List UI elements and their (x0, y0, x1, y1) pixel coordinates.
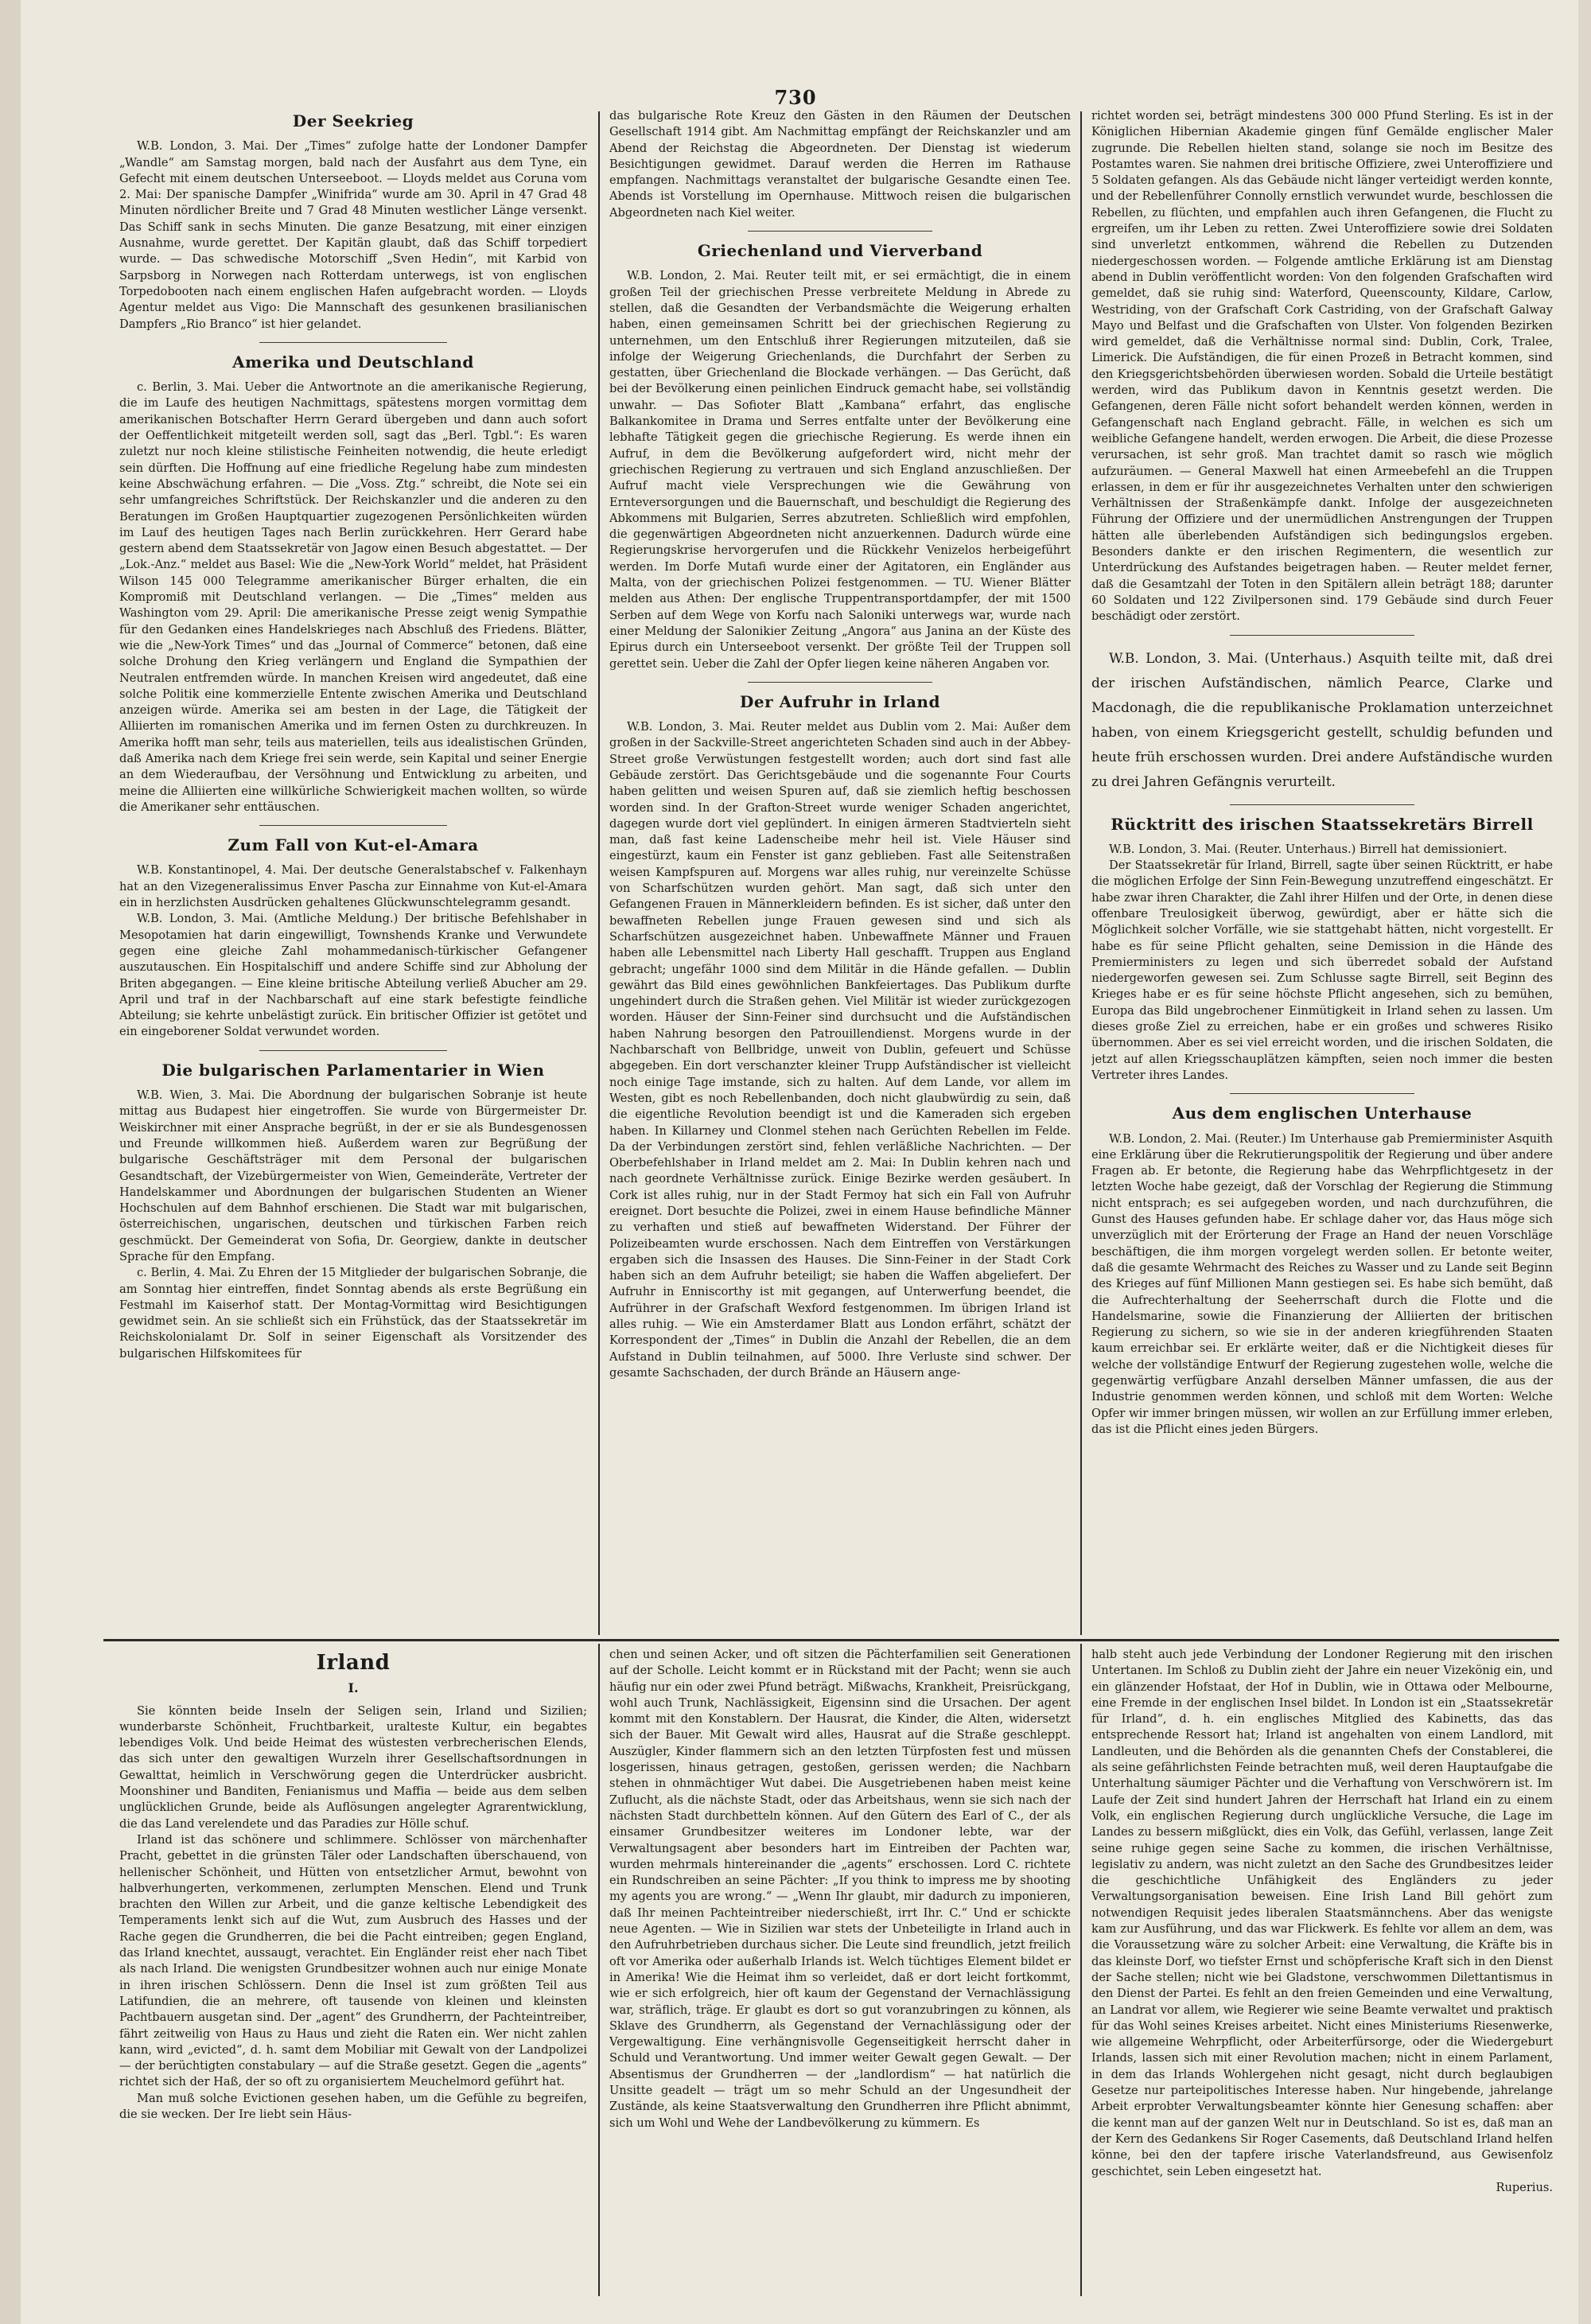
article-title: Griechenland und Vierverband (697, 241, 983, 261)
article-text: W.B. Wien, 3. Mai. Die Abordnung der bulgarischen Sobranje ist heute mittag aus Budapest hier eingetroffen. Sie wurde von Bürgermeister Dr. Weiskirchner mit einer Ansprache begrüßt, in der er sie als Bundesgenossen und Freunde willkommen hieß. Außerdem waren zur Begrüßung der bulgarische Geschäftsträger mit dem Personal der bulgarischen Gesandtschaft, der Vizebürgermeister von Wien, Gemeinderäte, Vertreter der Handelskammer und Abordnungen der bulgarischen Studenten an Wiener Hochschulen auf dem Bahnhof erschienen. Die Stadt war mit bulgarischen, österreichischen, ungarischen, deutschen und türkischen Farben reich geschmückt. Der Gemeinderat von Sofia, Dr. Georgiew, dankte in deutscher Sprache für den Empfang. (119, 1088, 587, 1263)
page-number: 730 (774, 86, 817, 109)
article-separator (748, 231, 932, 232)
feuilleton-text: Irland ist das schönere und schlimmere. Schlösser von märchenhafter Pracht, gebettet in die grünsten Täler oder Landschaften überschauend, von hellenischer Schönheit, und Hütten von entsetzlicher Armut, bewohnt von halbverhungerten, verkommenen, zerlumpten Menschen. Elend und Trunk brachten den Willen zur Arbeit, und die ganze keltische Lebendigkeit des Temperaments lenkt sich auf die Wut, zum Ausbruch des Hasses und der Rache gegen die Grundherren, die bei die Pacht eintreiben; gegen England, das Irland knechtet, aussaugt, verachtet. Ein Engländer reist eher nach Tibet als nach Irland. Die wenigsten Grundbesitzer wohnen auch nur einige Monate in ihren irischen Schlössern. Denn die Insel ist zum größten Teil aus Latifundien, die an mehrere, oft tausende von kleinen und kleinsten Pachtbauern ausgetan sind. Der „agent“ des Grundherrn, der Pachteintreiber, fährt zeitweilig von Haus zu Haus und zieht die Raten ein. Wer nicht zahlen kann, wird „evicted“, d. h. samt dem Mobiliar mit Gewalt von der Landpolizei — der berüchtigten constabulary — auf die Straße gesetzt. Gegen die „agents“ richtet sich der Haß, der so oft zu organisiertem Meuchelmord geführt hat. (119, 1832, 587, 2089)
article-text: das bulgarische Rote Kreuz den Gästen in den Räumen der Deutschen Gesellschaft 1914 gibt. Am Nachmittag empfängt der Reichskanzler und am Abend der Reichstag die Abgeordneten. Der Dienstag ist wiederum Besichtigungen gewidmet. Darauf werden die Herren im Rathause empfangen. Nachmittags veranstaltet der bulgarische Gesandte einen Tee. Abends ist Vorstellung im Opernhause. Mittwoch reisen die bulgarischen Abgeordneten nach Kiel weiter. (609, 109, 1071, 220)
article-separator (1230, 1093, 1414, 1094)
article-text: Der Staatssekretär für Irland, Birrell, sagte über seinen Rücktritt, er habe die möglichen Erfolge der Sinn Fein-Bewegung unzutreffend eingeschätzt. Er habe zwar ihren Charakter, die Zahl ihrer Hilfen und der Orte, in denen diese offenbare Treulosigkeit überwog, gewürdigt, aber er hätte sich die Möglichkeit solcher Vorfälle, wie sie stattgehabt hätten, nicht vorgestellt. Er habe es für seine Pflicht gehalten, seine Demission in die Hände des Premierministers zu legen und sich überredet sobald der Aufstand niedergeworfen gewesen sei. Zum Schlusse sagte Birrell, seit Beginn des Krieges habe er es für seine höchste Pflicht angesehen, sich zu bemühen, Europa das Bild ungebrochener Einmütigkeit in Irland sehen zu lassen. Um dieses große Ziel zu erreichen, habe er ein großes und schweres Risiko übernommen. Aber es sei viel erreicht worden, und die irischen Soldaten, die jetzt auf allen Kriegsschauplätzen kämpften, seien noch immer die besten Vertreter ihres Landes. (1091, 858, 1553, 1082)
feuilleton-column-2 (609, 1647, 1071, 2299)
article-text: W.B. London, 3. Mai. (Amtliche Meldung.) Der britische Befehlshaber in Mesopotamien hat darin eingewilligt, Townshends Kranke und Verwundete gegen eine gleiche Zahl mohammedanisch-türkischer Gefangener auszutauschen. Ein Hospitalschiff und andere Schiffe sind zur Abholung der Briten abgegangen. — Eine kleine britische Abteilung verließ Abucher am 29. April und traf in der Nachbarschaft auf eine stark befestigte feindliche Abteilung; sie kehrte unbelästigt zurück. Ein britischer Offizier ist getötet und ein eingeborener Soldat verwundet worden. (119, 912, 587, 1039)
feuilleton-signature: Ruperius. (1496, 2180, 1553, 2194)
feuilleton-text: halb steht auch jede Verbindung der Londoner Regierung mit den irischen Untertanen. Im Schloß zu Dublin zieht der Jahre ein neuer Vizekönig ein, und ein glänzender Hofstaat, der Hof in Dublin, wie in Ottawa oder Melbourne, eine Fremde in der englischen Insel bildet. In London ist ein „Staatssekretär für Irland“, d. h. ein englisches Mitglied des Kabinetts, das das entsprechende Ressort hat; Irland ist angehalten von einem Landlord, mit Landleuten, und die Behörden als die genannten Chefs der Constablerei, die als seine gefährlichsten Feinde betrachten muß, weil deren Hauptaufgabe die Unterhaltung säumiger Pächter und die Verhaftung von Verschwörern ist. Im Laufe der Zeit sind hundert Jahren der Herrschaft hat Irland ein zu einem Volk, ein englischen Regierung durch unglückliche Versuche, die Lage im Landes zu bessern mißglückt, dies ein Volk, das Gefühl, verlassen, lange Zeit seine ruhige gegen seine Sache zu kommen, die irischen Verhältnisse, legislativ zu andern, was nicht zuletzt an den Sache des Grundbesitzes leider die geschichtliche Unfähigkeit des Engländers zu jeder Verwaltungsorganisation beweisen. Eine Irish Land Bill gehört zum notwendigen Requisit jedes liberalen Staatsmännchens. Aber das wenigste kam zur Ausführung, und das war Flickwerk. Es fehlte vor allem an dem, was die Voraussetzung wäre zu solcher Arbeit: eine Verwaltung, die Kräfte bis in das kleinste Dorf, wo tiefster Ernst und schöpferische Kraft sich in den Dienst der Sache stellen; nicht wie bei Gladstone, verschwommen Dilettantismus in den Dienst der Partei. Es fehlt an den freien Gemeinden und eine Verwaltung, an Landrat vor allem, wie Regierer wie seine Beamte verwaltet und praktisch für das Wohl seines Kreises arbeitet. Nicht eines Ministeriums Riesenwerke, wie allgemeine Wehrpflicht, oder Arbeiterfürsorge, oder die Wiedergeburt Irlands, lassen sich mit einer Revolution machen; nicht in einem Parlament, in dem das Irlands Wohlergehen nicht gesagt, nicht durch beglaubigen Gesetze nur parteipolitisches Interesse haben. Nur hingebende, jahrelange Arbeit erprobter Verwaltungsbeamter könnte hier Genesung schaffen: aber die kennt man auf der ganzen Welt nur in Deutschland. So ist es, daß man an der Kern des Gedankens Sir Roger Casements, daß Deutschland Irland helfen könne, bei den der tapfere irische Vaterlandsfreund, aus Gewisenfolz geschichtet, sein Leben eingesetzt hat. (1091, 1648, 1553, 2178)
feuilleton-text: Sie könnten beide Inseln der Seligen sein, Irland und Sizilien; wunderbarste Schönheit, Fruchtbarkeit, uralteste Kultur, ein begabtes lebendiges Volk. Und beide Heimat des wüstesten verbrecherischen Elends, das sich unter den gewaltigen Wurzeln ihrer Gesellschaftsordnungen in Gewalttat, heimlich in Verschwörung gegen die Unterdrücker ausbricht. Moonshiner und Banditen, Fenianismus und Maffia — beide aus dem selben unglücklichen Grunde, beide als Auflösungen angelegter Agrarentwicklung, die das Land verelendete und das Paradies zur Hölle schuf. (119, 1703, 587, 1831)
column-1 (119, 108, 587, 1636)
page-right-margin (1578, 0, 1591, 2324)
article-text: W.B. London, 2. Mai. Reuter teilt mit, er sei ermächtigt, die in einem großen Teil der griechischen Presse verbreitete Meldung in Abrede zu stellen, daß die Gesandten der Verbandsmächte die Weigerung erhalten haben, einen gemeinsamen Schritt bei der griechischen Regierung zu unternehmen, um den Entschluß ihrer Regierungen mitzuteilen, daß sie infolge der Weigerung Griechenlands, die Durchfahrt der Serben zu gestatten, über Griechenland die Blockade verhängen. — Das Gerücht, daß bei der Bevölkerung einen peinlichen Eindruck gemacht habe, sei vollständig unwahr. — Das Sofioter Blatt „Kambana“ erfahrt, das englische Balkankomitee in Drama und Serres entfalte unter der Bevölkerung eine lebhafte Tätigkeit gegen die griechische Regierung. Es werde ihnen ein Aufruf, in dem die Bevölkerung aufgefordert wird, nicht mehr der griechischen Regierung zu vertrauen und sich England anzuschließen. Der Aufruf macht viele Versprechungen wie die Gewährung von Ernteversorgungen und die Bauernschaft, und beschuldigt die Regierung des Abkommens mit Bulgarien, Serres abzutreten. Schließlich wird empfohlen, die gegenwärtigen Abgeordneten nicht anzuerkennen. Dadurch würde eine Regierungskrise hervorgerufen und die Rückkehr Venizelos herbeigeführt werden. Im Dorfe Mutafi wurde einer der Agitatoren, ein Engländer aus Malta, von der griechischen Polizei festgenommen. — TU. Wiener Blätter melden aus Athen: Der englische Truppentransportdampfer, der mit 1500 Serben auf dem Wege von Korfu nach Saloniki unterwegs war, wurde nach einer Meldung der Salonikier Zeitung „Angora“ aus Janina an der Küste des Epirus durch ein Unterseeboot versenkt. Der größte Teil der Truppen soll gerettet sein. Ueber die Zahl der Opfer liegen keine näheren Angaben vor. (609, 269, 1071, 671)
column-3 (1091, 108, 1553, 1636)
article-separator (748, 682, 932, 683)
article-text: W.B. London, 2. Mai. (Reuter.) Im Unterhause gab Premierminister Asquith eine Erklärung über die Rekrutierungspolitik der Regierung und über andere Fragen ab. Er betonte, die Regierung habe das Wehrpflichtgesetz in der letzten Woche habe gezeigt, daß der Vorschlag der Regierung die Stimmung nicht entsprach; es sei aufgegeben worden, und nach durchzuführen, die Gunst des Hauses gefunden habe. Er schlage daher vor, das Haus möge sich unverzüglich mit der Erörterung der Frage an Hand der neuen Vorschläge beschäftigen, die ihm morgen vorgelegt werden sollen. Er betonte weiter, daß die gesamte Wehrmacht des Reiches zu Wasser und zu Lande seit Beginn des Krieges auf fünf Millionen Mann gestiegen sei. Es habe sich bemüht, daß die Aufrechterhaltung der Seeherrschaft durch die Flotte und die Handelsmarine, sowie die Finanzierung der Alliierten der britischen Regierung zu sichern, so wie sie in der anderen kriegführenden Staaten kaum erreichbar sei. Er erklärte weiter, daß er die Nichtigkeit dieses für welche der vollständige Entwurf der Regierung zugestehen wolle, welche die gegenwärtig verfügbare Anzahl derselben Männer umfassen, die aus der Industrie genommen werden können, und schloß mit dem Worten: Welche Opfer wir immer bringen müssen, wir wollen an zur Erfüllung immer erleben, das ist die Pflicht eines jeden Bürgers. (1091, 1131, 1553, 1436)
article-text: c. Berlin, 3. Mai. Ueber die Antwortnote an die amerikanische Regierung, die im Laufe des heutigen Nachmittags, spätestens morgen vormittag dem amerikanischen Botschafter Herrn Gerard übergeben und dann auch sofort der Oeffentlichkeit mitgeteilt werden soll, sagt das „Berl. Tgbl.“: Es waren zuletzt nur noch kleine stilistische Feinheiten notwendig, die heute erledigt sein dürften. Die Hoffnung auf eine friedliche Regelung habe zum mindesten keine Abschwächung erfahren. — Die „Voss. Ztg.“ schreibt, die Note sei ein sehr umfangreiches Schriftstück. Der Reichskanzler und die anderen zu den Beratungen im Großen Hauptquartier zugezogenen Persönlichkeiten würden im Lauf des heutigen Tages nach Berlin zurückkehren. Herr Gerard habe gestern abend dem Staatssekretär von Jagow einen Besuch abgestattet. — Der „Lok.-Anz.“ meldet aus Basel: Wie die „New-York World“ meldet, hat Präsident Wilson 145 000 Telegramme amerikanischer Bürger erhalten, die ein Kompromiß mit Deutschland verlangen. — Die „Times“ melden aus Washington vom 29. April: Die amerikanische Presse zeigt wenig Sympathie für den Gedanken eines Handelskrieges nach Abschluß des Friedens. Blätter, wie die „New-York Times“ und das „Journal of Commerce“ betonen, daß eine solche Drohung den Krieg verlängern und England die Sympathien der Neutralen entfremden würde. In manchen Kreisen wird angedeutet, daß eine solche Politik eine kommerzielle Entente zwischen Amerika und Deutschland anzeigen würde. Amerika sei am besten in der Lage, die Tätigkeit der Alliierten im romanischen Amerika und im fernen Osten zu durchkreuzen. In Amerika hofft man sehr, teils aus materiellen, teils aus idealistischen Gründen, daß Amerika nach dem Kriege frei sein werde, sein Kapital und seiner Energie an dem Wiederaufbau, der Versöhnung und Entwicklung zu arbeiten, und meine die Alliierten eine willkürliche Schwierigkeit machen wollten, so würde die Amerikaner sehr enttäuschen. (119, 380, 587, 814)
feuilleton-column-3 (1091, 1647, 1553, 2299)
article-title: Aus dem englischen Unterhause (1172, 1104, 1472, 1123)
column-rule (1080, 111, 1082, 1635)
article-text: richtet worden sei, beträgt mindestens 300 000 Pfund Sterling. Es ist in der Königlichen Hibernian Akademie gingen fünf Gemälde englischer Maler zugrunde. Die Rebellen hielten stand, solange sie noch im Besitze des Postamtes waren. Sie nahmen drei britische Offiziere, zwei Unteroffiziere und 5 Soldaten gefangen. Als das Gebäude nicht länger verteidigt werden konnte, und der Rebellenführer Connolly ernstlich verwundet wurde, beschlossen die Rebellen, zu flüchten, und empfahlen auch ihren Gefangenen, die Flucht zu ergreifen, um ihr Leben zu retten. Zwei Unteroffiziere sowie drei Soldaten sind unverletzt entkommen, während die Rebellen zu Dutzenden niedergeschossen worden. — Folgende amtliche Erklärung ist am Dienstag abend in Dublin veröffentlicht worden: Von den folgenden Grafschaften wird gemeldet, daß sie ruhig sind: Waterford, Queenscounty, Kildare, Carlow, Westriding, von der Grafschaft Cork Castriding, von der Grafschaft Galway Mayo und Belfast und die Grafschaften von Ulster. Von folgenden Bezirken wird gemeldet, daß die Verhältnisse normal sind: Dublin, Cork, Tralee, Limerick. Die Aufständigen, die für einen Prozeß in Betracht kommen, sind den Kriegsgerichtsbehörden überwiesen worden. Sobald die Urteile bestätigt werden, wird das Publikum davon in Kenntnis gesetzt werden. Die Gefangenen, deren Fälle nicht sofort behandelt werden können, werden in Gefangenschaft nach England gebracht. Fälle, in welchen es sich um weibliche Gefangene handelt, werden erwogen. Die Arbeit, die diese Prozesse verursachen, ist sehr groß. Man trachtet damit so rasch wie möglich aufzuräumen. — General Maxwell hat einen Armeebefehl an die Truppen erlassen, in dem er für ihr ausgezeichnetes Verhalten unter den schwierigen Verhältnissen der Straßenkämpfe dankt. Infolge der ausgezeichneten Führung der Offiziere und der unermüdlichen Anstrengungen der Truppen hätten alle überlebenden Aufständigen sich bedingungslos ergeben. Besonders dankte er den irischen Regimentern, die wesentlich zur Unterdrückung des Aufstandes beigetragen haben. — Reuter meldet ferner, daß die Gesamtzahl der Toten in den Spitälern allein beträgt 188; darunter 60 Soldaten und 122 Zivilpersonen sind. 179 Gebäude sind durch Feuer beschädigt oder zerstört. (1091, 109, 1553, 624)
article-text: W.B. London, 3. Mai. (Reuter. Unterhaus.) Birrell hat demissioniert. (1109, 842, 1507, 856)
article-title: Die bulgarischen Parlamentarier in Wien (161, 1060, 545, 1080)
article-separator (259, 342, 446, 343)
column-rule (598, 111, 600, 1635)
article-separator (259, 1050, 446, 1051)
article-title: Der Aufruhr in Irland (740, 691, 940, 711)
column-rule (1080, 1644, 1082, 2296)
feuilleton-part: I. (348, 1680, 359, 1696)
page-left-margin (0, 0, 21, 2324)
feuilleton-title: Irland (316, 1651, 391, 1675)
feuilleton-text: chen und seinen Acker, und oft sitzen die Pächterfamilien seit Generationen auf der Scholle. Leicht kommt er in Rückstand mit der Pacht; wenn sie auch häufig nur ein oder zwei Pfund beträgt. Mißwachs, Krankheit, Preisrückgang, wohl auch Trunk, Nachlässigkeit, Eigensinn sind die Ursachen. Der agent kommt mit den Konstablern. Der Hausrat, die Kinder, die Alten, widersetzt sich der Bauer. Mit Gewalt wird alles, Hausrat auf die Straße geschleppt. Auszügler, Kinder flammern sich an den letzten Türpfosten fest und müssen losgerissen, hinaus getragen, gestoßen, gerissen werden; die Nachbarn stehen in ohnmächtiger Wut dabei. Die Ausgetriebenen haben meist keine Zuflucht, als die nächste Stadt, oder das Arbeitshaus, wenn sie sich nach der nächsten Stadt durchbetteln können. Auf den Gütern des Earl of C., der als einsamer Grundbesitzer weiteres im Londoner lebte, war der Verwaltungsagent aber besonders hart im Eintreiben der Pachten war, wurden mehrmals hintereinander die „agents“ erschossen. Lord C. richtete ein Rundschreiben an seine Pächter: „If you think to impress me by shooting my agents you are wrong.“ — „Wenn Ihr glaubt, mir dadurch zu imponieren, daß Ihr meinen Pachteintreiber niederschießt, irrt Ihr. C.“ Und er schickte neue Agenten. — Wie in Sizilien war stets der Unbeteiligte in Irland auch in den Aufruhrbetrieben durchaus sicher. Die Leute sind freundlich, jetzt freilich oft vor Amerika oder außerhalb Irlands ist. Welch tüchtiges Element bildet er in Amerika! Wie die Heimat ihm so verleidet, daß er dort leicht fortkommt, wie er sich erfolgreich, hier oft kaum der Gegenstand der Vernachlässigung war, sträflich, träge. Er glaubt es dort so gut voranzubringen zu können, als Sklave des Grundherrn, als Gegenstand der Vernachlässigung oder der Vergewaltigung. Eine verhängnisvolle Gegenseitigkeit herrscht daher in Schuld und Verantwortung. Und immer weiter Gewalt gegen Gewalt. — Der Absentismus der Grundherren — der „landlordism“ — hat natürlich die Unsitte geadelt — trägt um so mehr Schuld an der Ungesundheit der Zustände, als keine Staatsverwaltung den Grundherren ihre Pflicht abnimmt, sich um Wohl und Wehe der Landbevölkerung zu kümmern. Es (609, 1648, 1071, 2130)
feuilleton-column-1 (119, 1647, 587, 2299)
feuilleton-text: Man muß solche Evictionen gesehen haben, um die Gefühle zu begreifen, die sie wecken. Der Ire liebt sein Häus- (119, 2091, 587, 2122)
article-title: Amerika und Deutschland (232, 352, 474, 372)
article-text: W.B. London, 3. Mai. (Unterhaus.) Asquith teilte mit, daß drei der irischen Aufständischen, nämlich Pearce, Clarke und Macdonagh, die die republikanische Proklamation unterzeichnet haben, von einem Kriegsgericht gestellt, schuldig befunden und heute früh erschossen wurden. Drei andere Aufständische wurden zu drei Jahren Gefängnis verurteilt. (1091, 650, 1553, 790)
article-separator (259, 825, 446, 826)
column-2 (609, 108, 1071, 1636)
feuilleton-rule (103, 1639, 1559, 1641)
article-title: Rücktritt des irischen Staatssekretärs Birrell (1111, 814, 1534, 834)
article-text: W.B. Konstantinopel, 4. Mai. Der deutsche Generalstabschef v. Falkenhayn hat an den Vizegeneralissimus Enver Pascha zur Einnahme von Kut-el-Amara ein in herzlichsten Ausdrücken gehaltenes Glückwunschtelegramm gesandt. (119, 863, 587, 910)
article-separator (1230, 635, 1414, 636)
article-text: W.B. London, 3. Mai. Der „Times“ zufolge hatte der Londoner Dampfer „Wandle“ am Samstag morgen, bald nach der Ausfahrt aus dem Tyne, ein Gefecht mit einem deutschen Unterseeboot. — Lloyds meldet aus Coruna vom 2. Mai: Der spanische Dampfer „Winifrida“ wurde am 30. April in 47 Grad 48 Minuten nördlicher Breite und 7 Grad 48 Minuten westlicher Länge versenkt. Das Schiff sank in sechs Minuten. Die ganze Besatzung, mit einer einzigen Ausnahme, wurde gerettet. Der Kapitän glaubt, daß das Schiff torpediert wurde. — Das schwedische Motorschiff „Sven Hedin“, mit Karbid von Sarpsborg in Norwegen nach Rotterdam unterwegs, ist von englischen Torpedobooten nach einem englischen Hafen aufgebracht worden. — Lloyds Agentur meldet aus Vigo: Die Mannschaft des gesunkenen brasilianischen Dampfers „Rio Branco“ ist hier gelandet. (119, 139, 587, 331)
article-title: Zum Fall von Kut-el-Amara (228, 835, 479, 855)
article-separator (1230, 804, 1414, 805)
article-title: Der Seekrieg (292, 111, 414, 130)
column-rule (598, 1644, 600, 2296)
article-text: W.B. London, 3. Mai. Reuter meldet aus Dublin vom 2. Mai: Außer dem großen in der Sackville-Street angerichteten Schaden sind auch in der Abbey-Street große Verwüstungen festgestellt worden; auch dort sind fast alle Gebäude zerstört. Das Gerichtsgebäude und die sogenannte Four Courts haben gelitten und weisen Spuren auf, daß sie ziemlich heftig beschossen worden sind. In der Grafton-Street wurde weniger Schaden angerichtet, dagegen wurde dort viel geplündert. In einigen ärmeren Stadtvierteln sieht man, daß fast keine Ladenscheibe mehr heil ist. Viele Häuser sind eingestürzt, kaum ein Fenster ist ganz geblieben. Fast alle Seitenstraßen weisen Kampfspuren auf. Morgens war alles ruhig, nur vereinzelte Schüsse von Scharfschützen wurden gehört. Man sagt, daß sich unter den Gefangenen Frauen in Männerkleidern befinden. Es ist sicher, daß unter den bewaffneten Rebellen junge Frauen gewesen sind und sich als Scharfschützen ausgezeichnet haben. Unbewaffnete Männer und Frauen haben alle Lebensmittel nach Liberty Hall geschafft. Truppen aus England gebracht; ungefähr 1000 sind dem Militär in die Hände gefallen. — Dublin gewährt das Bild eines gewöhnlichen Bankfeiertages. Das Publikum durfte ungehindert durch die Straßen gehen. Viel Militär ist wieder zurückgezogen worden. Häuser der Sinn-Feiner sind durchsucht und die Aufständischen haben Nahrung besorgen den Patrouillendienst. Morgens wurde in der Nachbarschaft von Bellbridge, unweit von Dublin, gefeuert und Schüsse abgegeben. Ein dort verschanzter kleiner Trupp Aufständischer ist vielleicht noch einige Tage imstande, sich zu halten. Auf dem Lande, vor allem im Westen, gibt es noch Rebellenbanden, doch nicht glaubwürdig zu sein, daß die eigentliche Revolution beendigt ist und die Kameraden sich ergeben haben. In Killarney und Clonmel stehen nach Gerüchten Rebellen im Felde. Da der Verbindungen zerstört sind, fehlen verläßliche Nachrichten. — Der Oberbefehlshaber in Irland meldet am 2. Mai: In Dublin kehren nach und nach geordnete Verhältnisse zurück. Einige Bezirke werden gesäubert. In Cork ist alles ruhig, nur in der Stadt Fermoy hat sich ein Fall von Aufruhr ereignet. Dort besuchte die Polizei, zwei in einem Hause befindliche Männer zu verhaften und stieß auf bewaffneten Widerstand. Der Führer der Polizeibeamten wurde erschossen. Nach dem Eintreffen von Verstärkungen ergaben sich die Insassen des Hauses. Die Sinn-Feiner in der Stadt Cork haben sich an dem Aufruhr beteiligt; sie haben die Waffen abgeliefert. Der Aufruhr in Enniscorthy ist mit gegangen, auf Unterwerfung beendet, die Aufrührer in der Grafschaft Wexford festgenommen. Im übrigen Irland ist alles ruhig. — Wie ein Amsterdamer Blatt aus London erfährt, schätzt der Korrespondent der „Times“ in Dublin die Anzahl der Rebellen, die an dem Aufstand in Dublin teilnahmen, auf 5000. Ihre Verluste sind schwer. Der gesamte Sachschaden, der durch Brände an Häusern ange- (609, 720, 1071, 1380)
article-text: c. Berlin, 4. Mai. Zu Ehren der 15 Mitglieder der bulgarischen Sobranje, die am Sonntag hier eintreffen, findet Sonntag abends als erste Begrüßung ein Festmahl im Kaiserhof statt. Der Montag-Vormittag wird Besichtigungen gewidmet sein. An sie schließt sich ein Frühstück, das der Staatssekretär im Reichskolonialamt Dr. Solf in seiner Eigenschaft als Vorsitzender des bulgarischen Hilfskomitees für (119, 1266, 587, 1361)
